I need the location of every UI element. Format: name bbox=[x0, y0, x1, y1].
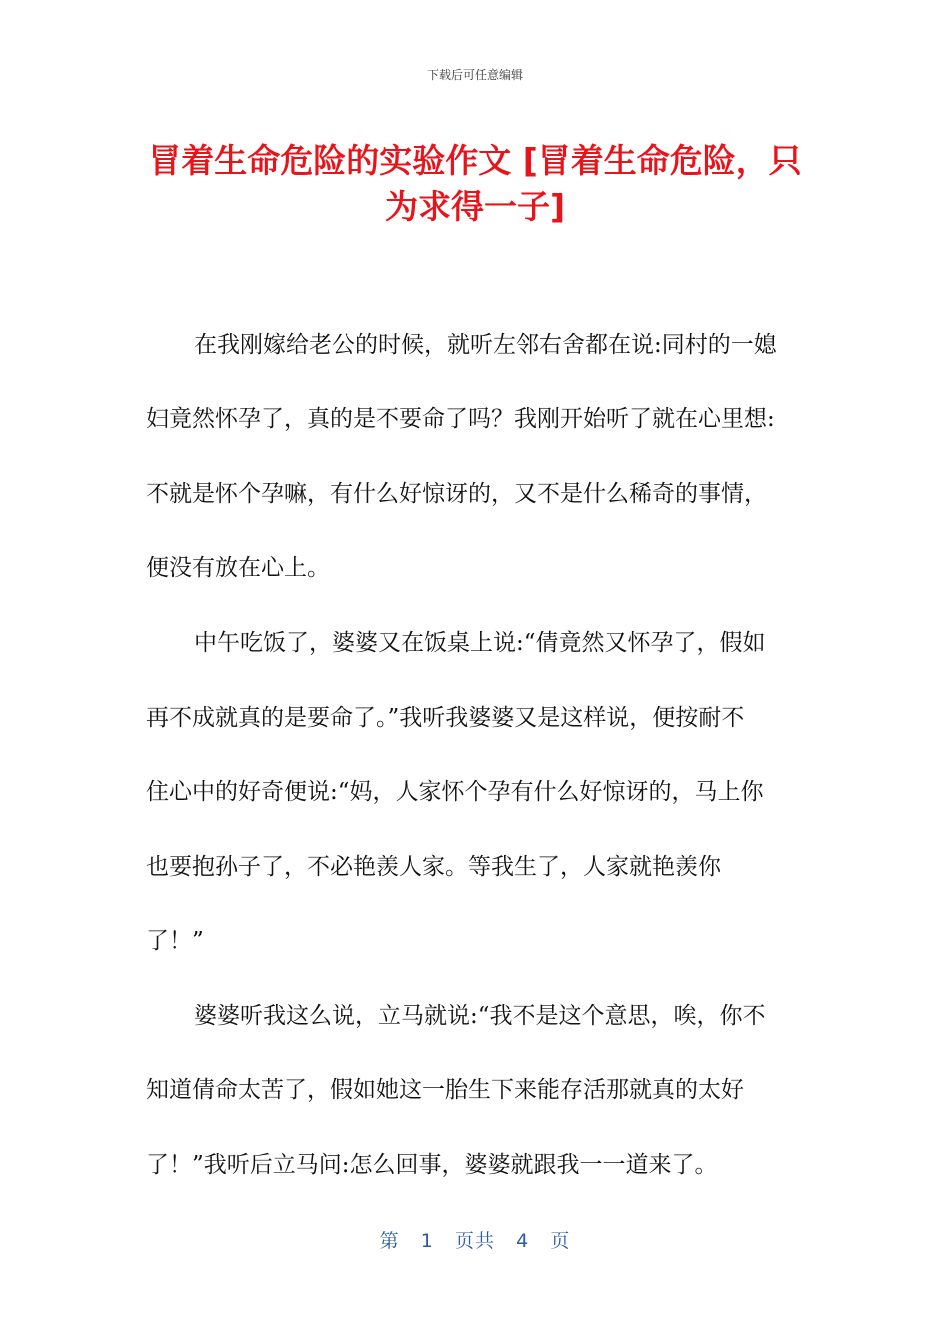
paragraph-1-line-4: 便没有放在心上。 bbox=[146, 555, 330, 581]
footer-suffix: 页 bbox=[550, 1230, 571, 1252]
paragraph-2-line-4: 也要抱孙子了，不必艳羡人家。等我生了，人家就艳羡你 bbox=[146, 854, 721, 880]
paragraph-3-line-3: 了！”我听后立马问:怎么回事，婆婆就跟我一一道来了。 bbox=[146, 1152, 718, 1178]
title-line-2: 为求得一子] bbox=[384, 187, 566, 226]
paragraph-1-line-3: 不就是怀个孕嘛，有什么好惊讶的，又不是什么稀奇的事情， bbox=[146, 481, 767, 507]
header-note: 下载后可任意编辑 bbox=[426, 68, 523, 82]
footer-current-page: 1 bbox=[420, 1230, 434, 1252]
paragraph-3-line-2: 知道倩命太苦了，假如她这一胎生下来能存活那就真的太好 bbox=[146, 1077, 744, 1103]
paragraph-1-line-2: 妇竟然怀孕了，真的是不要命了吗？我刚开始听了就在心里想: bbox=[146, 406, 775, 432]
paragraph-2-line-5: 了！” bbox=[146, 928, 204, 954]
paragraph-3-line-1: 婆婆听我这么说，立马就说:“我不是这个意思，唉，你不 bbox=[194, 1003, 766, 1029]
footer-total-pages: 4 bbox=[516, 1230, 530, 1252]
paragraph-2-line-1: 中午吃饭了，婆婆又在饭桌上说:“倩竟然又怀孕了，假如 bbox=[194, 630, 766, 656]
footer-middle: 页共 bbox=[454, 1230, 495, 1252]
page-footer bbox=[0, 1226, 950, 1253]
title-line-1: 冒着生命危险的实验作文 [冒着生命危险，只 bbox=[148, 141, 802, 180]
paragraph-2-line-2: 再不成就真的是要命了。”我听我婆婆又是这样说，便按耐不 bbox=[146, 705, 745, 731]
paragraph-2-line-3: 住心中的好奇便说:“妈，人家怀个孕有什么好惊讶的，马上你 bbox=[146, 779, 764, 805]
page-title bbox=[130, 138, 820, 230]
footer-prefix: 第 bbox=[379, 1230, 400, 1252]
paragraph-1-line-1: 在我刚嫁给老公的时候，就听左邻右舍都在说:同村的一媳 bbox=[194, 332, 777, 358]
